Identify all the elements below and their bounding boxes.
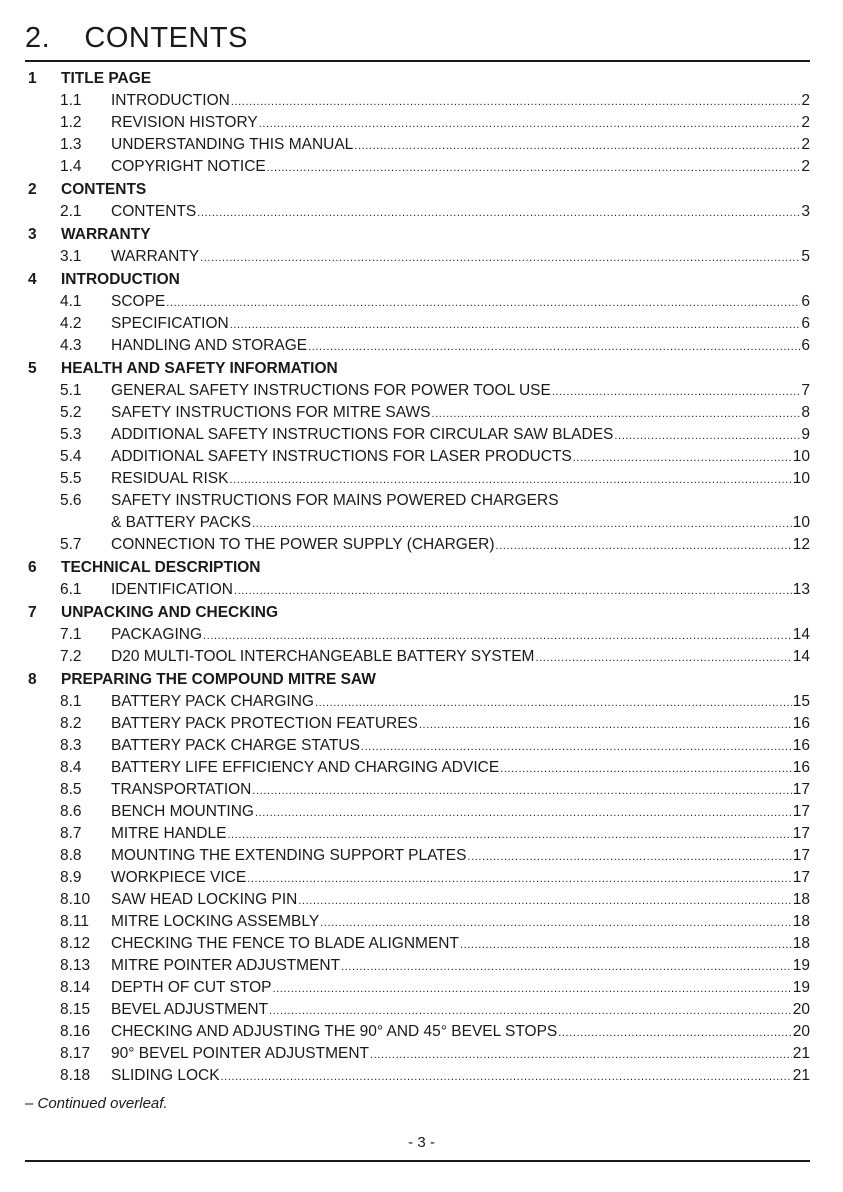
toc-entry-number: 8.5 bbox=[60, 781, 82, 798]
toc-entry-page: 6 bbox=[801, 315, 810, 332]
toc-entry bbox=[25, 691, 810, 713]
toc-entry-page: 17 bbox=[792, 803, 810, 820]
toc-entry-number: 8.11 bbox=[60, 913, 90, 930]
toc-entry bbox=[25, 889, 810, 911]
toc-entry bbox=[25, 757, 810, 779]
toc-entry-number: 1.3 bbox=[60, 136, 82, 153]
dot-leader bbox=[200, 247, 800, 269]
toc-entry-label: WORKPIECE VICE bbox=[111, 869, 247, 886]
toc-entry-label: DEPTH OF CUT STOP bbox=[111, 979, 272, 996]
toc-entry-number: 6.1 bbox=[60, 581, 82, 598]
toc-entry-label: BENCH MOUNTING bbox=[111, 803, 254, 820]
toc-entry-number: 8.4 bbox=[60, 759, 82, 776]
toc-entry-label: SAFETY INSTRUCTIONS FOR MAINS POWERED CHARGERS bbox=[111, 492, 559, 509]
toc-entry-label: SLIDING LOCK bbox=[111, 1067, 220, 1084]
dot-leader bbox=[252, 513, 792, 535]
toc-entry bbox=[25, 424, 810, 446]
toc-entry-page: 14 bbox=[792, 626, 810, 643]
toc-entry-label: TRANSPORTATION bbox=[111, 781, 252, 798]
dot-leader bbox=[247, 868, 792, 890]
toc-entry-number: 8.17 bbox=[60, 1045, 91, 1062]
toc-entry-label: REVISION HISTORY bbox=[111, 114, 258, 131]
toc-entry-number: 2.1 bbox=[60, 203, 82, 220]
toc-section-number: 1 bbox=[28, 70, 37, 87]
dot-leader bbox=[308, 336, 800, 358]
dot-leader bbox=[558, 1022, 792, 1044]
toc-entry-number: 5.4 bbox=[60, 448, 82, 465]
toc-entry-number: 8.16 bbox=[60, 1023, 91, 1040]
toc-entry-number: 3.1 bbox=[60, 248, 82, 265]
toc-section-title: PREPARING THE COMPOUND MITRE SAW bbox=[61, 671, 376, 688]
dot-leader bbox=[259, 113, 801, 135]
page-title bbox=[25, 22, 248, 55]
toc-entry bbox=[25, 624, 810, 646]
toc-section bbox=[25, 224, 810, 246]
toc-entry-label: CONTENTS bbox=[111, 203, 197, 220]
toc-section-title: INTRODUCTION bbox=[61, 271, 180, 288]
dot-leader bbox=[552, 381, 801, 403]
toc-section-title: TECHNICAL DESCRIPTION bbox=[61, 559, 261, 576]
toc-entry-page: 6 bbox=[801, 293, 810, 310]
toc-entry-page: 9 bbox=[801, 426, 810, 443]
toc-entry bbox=[25, 779, 810, 801]
dot-leader bbox=[460, 934, 792, 956]
toc-entry-label: BEVEL ADJUSTMENT bbox=[111, 1001, 269, 1018]
toc-entry-number: 8.1 bbox=[60, 693, 82, 710]
toc-entry bbox=[25, 402, 810, 424]
dot-leader bbox=[221, 1066, 792, 1088]
toc-entry-label: ADDITIONAL SAFETY INSTRUCTIONS FOR CIRCULAR SAW BLADES bbox=[111, 426, 614, 443]
dot-leader bbox=[234, 580, 792, 602]
toc-entry-page: 16 bbox=[792, 759, 810, 776]
dot-leader bbox=[370, 1044, 792, 1066]
dot-leader bbox=[341, 956, 792, 978]
toc-entry bbox=[25, 911, 810, 933]
toc-entry-number: 5.5 bbox=[60, 470, 82, 487]
toc-entry-page: 18 bbox=[792, 913, 810, 930]
toc-entry-page: 10 bbox=[792, 448, 810, 465]
toc-entry-number: 1.2 bbox=[60, 114, 82, 131]
toc-entry-number: 8.2 bbox=[60, 715, 82, 732]
toc-entry-label: D20 MULTI-TOOL INTERCHANGEABLE BATTERY SYSTEM bbox=[111, 648, 535, 665]
toc-entry-number: 1.1 bbox=[60, 92, 82, 109]
toc-entry bbox=[25, 1043, 810, 1065]
toc-entry bbox=[25, 380, 810, 402]
toc-entry-label: BATTERY PACK CHARGING bbox=[111, 693, 314, 710]
dot-leader bbox=[269, 1000, 792, 1022]
toc-entry bbox=[25, 1065, 810, 1087]
toc-entry-label: CONNECTION TO THE POWER SUPPLY (CHARGER) bbox=[111, 536, 495, 553]
dot-leader bbox=[315, 692, 792, 714]
toc-entry bbox=[25, 801, 810, 823]
toc-section-title: CONTENTS bbox=[61, 181, 147, 198]
toc-section-number: 2 bbox=[28, 181, 37, 198]
toc-entry-number: 8.13 bbox=[60, 957, 91, 974]
dot-leader bbox=[203, 625, 792, 647]
toc-entry-page: 17 bbox=[792, 781, 810, 798]
header-divider bbox=[25, 60, 810, 62]
toc-entry-number: 7.2 bbox=[60, 648, 82, 665]
toc-entry-page: 19 bbox=[792, 957, 810, 974]
dot-leader bbox=[227, 824, 791, 846]
toc-entry-number: 8.14 bbox=[60, 979, 91, 996]
toc-entry-page: 21 bbox=[792, 1067, 810, 1084]
toc-entry-label: PACKAGING bbox=[111, 626, 203, 643]
toc-entry-page: 12 bbox=[792, 536, 810, 553]
toc-entry-number: 5.2 bbox=[60, 404, 82, 421]
dot-leader bbox=[229, 469, 791, 491]
toc-entry-label: INTRODUCTION bbox=[111, 92, 230, 109]
toc-entry bbox=[25, 468, 810, 490]
toc-section-title: WARRANTY bbox=[61, 226, 151, 243]
toc-entry-label: RESIDUAL RISK bbox=[111, 470, 229, 487]
toc-entry-label: SAW HEAD LOCKING PIN bbox=[111, 891, 298, 908]
toc-entry-page: 18 bbox=[792, 935, 810, 952]
toc-entry bbox=[25, 112, 810, 134]
dot-leader bbox=[298, 890, 791, 912]
toc-entry-page: 2 bbox=[801, 136, 810, 153]
toc-entry-number: 8.12 bbox=[60, 935, 91, 952]
dot-leader bbox=[573, 447, 792, 469]
toc-entry bbox=[25, 1021, 810, 1043]
toc-section-number: 7 bbox=[28, 604, 37, 621]
toc-entry-number: 7.1 bbox=[60, 626, 82, 643]
toc-entry-number: 4.2 bbox=[60, 315, 82, 332]
footer-divider bbox=[25, 1160, 810, 1162]
toc-entry-page: 20 bbox=[792, 1023, 810, 1040]
toc-entry bbox=[25, 999, 810, 1021]
toc-section bbox=[25, 669, 810, 691]
dot-leader bbox=[320, 912, 792, 934]
toc-entry-page: 7 bbox=[801, 382, 810, 399]
toc-entry-number: 8.15 bbox=[60, 1001, 91, 1018]
toc-entry-page: 8 bbox=[801, 404, 810, 421]
dot-leader bbox=[272, 978, 791, 1000]
toc-entry-number: 8.3 bbox=[60, 737, 82, 754]
toc-entry bbox=[25, 823, 810, 845]
toc-entry-page: 5 bbox=[801, 248, 810, 265]
toc-entry-label: SPECIFICATION bbox=[111, 315, 229, 332]
toc-entry bbox=[25, 579, 810, 601]
toc-entry-label: IDENTIFICATION bbox=[111, 581, 233, 598]
dot-leader bbox=[614, 425, 800, 447]
dot-leader bbox=[252, 780, 791, 802]
toc-entry-label: SAFETY INSTRUCTIONS FOR MITRE SAWS bbox=[111, 404, 431, 421]
toc-entry bbox=[25, 933, 810, 955]
toc-entry-number: 5.3 bbox=[60, 426, 82, 443]
toc-entry-page: 15 bbox=[792, 693, 810, 710]
toc-entry-number: 5.6 bbox=[60, 492, 82, 509]
toc-section-number: 3 bbox=[28, 226, 37, 243]
toc-entry-number: 8.7 bbox=[60, 825, 82, 842]
toc-section bbox=[25, 68, 810, 90]
toc-entry-number: 4.3 bbox=[60, 337, 82, 354]
toc-entry-page: 17 bbox=[792, 825, 810, 842]
toc-entry bbox=[25, 446, 810, 468]
toc-entry-page: 3 bbox=[801, 203, 810, 220]
toc-entry-number: 8.8 bbox=[60, 847, 82, 864]
toc-entry-number: 8.9 bbox=[60, 869, 82, 886]
toc-entry-page: 18 bbox=[792, 891, 810, 908]
toc-entry bbox=[25, 512, 810, 534]
toc-entry-page: 16 bbox=[792, 715, 810, 732]
toc-entry-label: BATTERY PACK CHARGE STATUS bbox=[111, 737, 360, 754]
toc-entry-label: ADDITIONAL SAFETY INSTRUCTIONS FOR LASER PRODUCTS bbox=[111, 448, 572, 465]
toc-entry bbox=[25, 534, 810, 556]
toc-entry-page: 21 bbox=[792, 1045, 810, 1062]
toc-entry-number: 8.6 bbox=[60, 803, 82, 820]
table-of-contents bbox=[25, 68, 810, 1087]
toc-entry-number: 5.7 bbox=[60, 536, 82, 553]
toc-section-number: 6 bbox=[28, 559, 37, 576]
dot-leader bbox=[500, 758, 792, 780]
toc-entry-page: 2 bbox=[801, 114, 810, 131]
toc-entry-label: UNDERSTANDING THIS MANUAL bbox=[111, 136, 354, 153]
toc-entry-label: HANDLING AND STORAGE bbox=[111, 337, 308, 354]
dot-leader bbox=[361, 736, 792, 758]
toc-entry-page: 17 bbox=[792, 869, 810, 886]
dot-leader bbox=[166, 292, 800, 314]
toc-entry bbox=[25, 867, 810, 889]
toc-entry-label: GENERAL SAFETY INSTRUCTIONS FOR POWER TOOL USE bbox=[111, 382, 551, 399]
toc-entry-label: CHECKING THE FENCE TO BLADE ALIGNMENT bbox=[111, 935, 459, 952]
section-number: 2. bbox=[25, 22, 51, 54]
toc-entry bbox=[25, 845, 810, 867]
dot-leader bbox=[230, 314, 801, 336]
toc-section-title: TITLE PAGE bbox=[61, 70, 152, 87]
toc-entry-number: 8.18 bbox=[60, 1067, 91, 1084]
toc-entry-page: 17 bbox=[792, 847, 810, 864]
toc-entry-number: 4.1 bbox=[60, 293, 82, 310]
toc-entry bbox=[25, 156, 810, 178]
toc-entry-page: 6 bbox=[801, 337, 810, 354]
toc-entry-label: MOUNTING THE EXTENDING SUPPORT PLATES bbox=[111, 847, 467, 864]
toc-entry bbox=[25, 713, 810, 735]
toc-section bbox=[25, 602, 810, 624]
continued-note: – Continued overleaf. bbox=[25, 1095, 168, 1112]
dot-leader bbox=[267, 157, 801, 179]
toc-entry-number: 5.1 bbox=[60, 382, 82, 399]
toc-entry-page: 20 bbox=[792, 1001, 810, 1018]
toc-entry-page: 2 bbox=[801, 158, 810, 175]
dot-leader bbox=[467, 846, 791, 868]
toc-entry-label: MITRE HANDLE bbox=[111, 825, 227, 842]
toc-section bbox=[25, 557, 810, 579]
toc-entry bbox=[25, 134, 810, 156]
toc-entry bbox=[25, 490, 810, 512]
toc-entry-page: 10 bbox=[792, 514, 810, 531]
toc-entry-label: SCOPE bbox=[111, 293, 166, 310]
page-number: - 3 - bbox=[408, 1134, 435, 1151]
toc-entry bbox=[25, 977, 810, 999]
toc-entry-page: 2 bbox=[801, 92, 810, 109]
toc-entry-label: WARRANTY bbox=[111, 248, 200, 265]
dot-leader bbox=[535, 647, 791, 669]
toc-section bbox=[25, 358, 810, 380]
toc-entry-label-continued: & BATTERY PACKS bbox=[111, 514, 252, 531]
toc-entry bbox=[25, 955, 810, 977]
toc-entry bbox=[25, 735, 810, 757]
toc-section bbox=[25, 179, 810, 201]
toc-entry bbox=[25, 335, 810, 357]
toc-section bbox=[25, 269, 810, 291]
toc-entry-page: 14 bbox=[792, 648, 810, 665]
dot-leader bbox=[496, 535, 792, 557]
toc-section-title: UNPACKING AND CHECKING bbox=[61, 604, 278, 621]
dot-leader bbox=[255, 802, 792, 824]
toc-entry-number: 8.10 bbox=[60, 891, 91, 908]
toc-entry-page: 13 bbox=[792, 581, 810, 598]
dot-leader bbox=[419, 714, 792, 736]
toc-entry bbox=[25, 246, 810, 268]
toc-section-number: 8 bbox=[28, 671, 37, 688]
toc-entry bbox=[25, 201, 810, 223]
toc-entry-label: BATTERY LIFE EFFICIENCY AND CHARGING ADVICE bbox=[111, 759, 500, 776]
toc-entry-label: MITRE POINTER ADJUSTMENT bbox=[111, 957, 341, 974]
toc-section-number: 5 bbox=[28, 360, 37, 377]
toc-entry bbox=[25, 291, 810, 313]
dot-leader bbox=[354, 135, 800, 157]
toc-entry bbox=[25, 646, 810, 668]
toc-entry-number: 1.4 bbox=[60, 158, 82, 175]
toc-entry bbox=[25, 90, 810, 112]
section-title: CONTENTS bbox=[84, 22, 248, 54]
toc-entry-page: 16 bbox=[792, 737, 810, 754]
dot-leader bbox=[432, 403, 801, 425]
toc-entry-page: 10 bbox=[792, 470, 810, 487]
toc-section-title: HEALTH AND SAFETY INFORMATION bbox=[61, 360, 338, 377]
toc-entry bbox=[25, 313, 810, 335]
toc-entry-label: CHECKING AND ADJUSTING THE 90° AND 45° BEVEL STOPS bbox=[111, 1023, 558, 1040]
toc-entry-page: 19 bbox=[792, 979, 810, 996]
toc-entry-label: BATTERY PACK PROTECTION FEATURES bbox=[111, 715, 418, 732]
dot-leader bbox=[231, 91, 801, 113]
toc-entry-label: COPYRIGHT NOTICE bbox=[111, 158, 266, 175]
dot-leader bbox=[197, 202, 800, 224]
toc-entry-label: 90° BEVEL POINTER ADJUSTMENT bbox=[111, 1045, 369, 1062]
toc-section-number: 4 bbox=[28, 271, 37, 288]
toc-entry-label: MITRE LOCKING ASSEMBLY bbox=[111, 913, 320, 930]
